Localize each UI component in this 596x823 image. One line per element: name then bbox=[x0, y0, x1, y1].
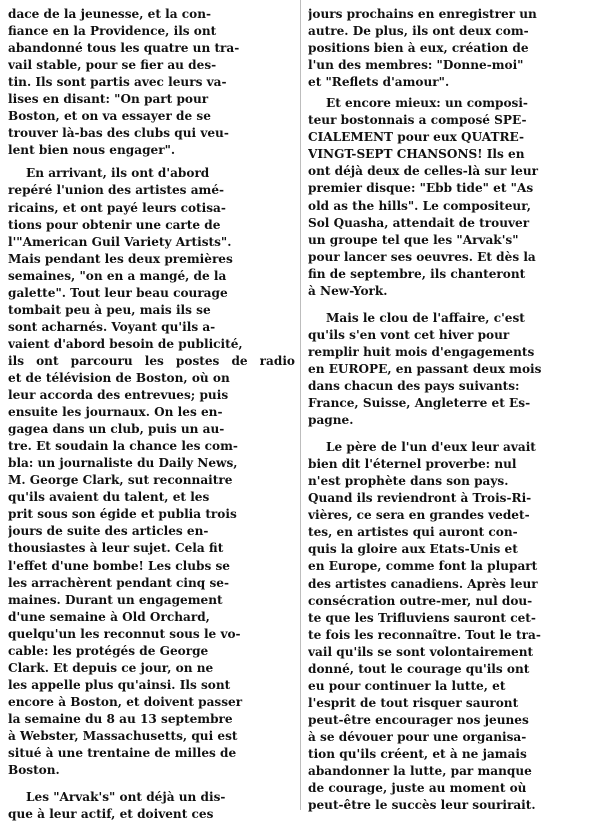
text-line: abandonner la lutte, par manque bbox=[308, 764, 532, 779]
text-line: En arrivant, ils ont d'abord bbox=[26, 166, 210, 181]
text-line: consécration outre-mer, nul dou- bbox=[308, 593, 533, 608]
text-line: ils ont parcouru les postes de radio bbox=[8, 353, 295, 368]
text-line: quis la gloire aux Etats-Unis et bbox=[308, 542, 518, 557]
text-line: tions pour obtenir une carte de bbox=[8, 217, 221, 232]
text-line: leur accorda des entrevues; puis bbox=[8, 388, 229, 403]
text-line: tombait peu à peu, mais ils se bbox=[8, 302, 211, 317]
text-line: bien dit l'éternel proverbe: nul bbox=[308, 457, 517, 472]
text-line: ont déjà deux de celles-là sur leur bbox=[308, 164, 538, 179]
text-line: de courage, juste au moment où bbox=[308, 781, 527, 796]
text-line: d'une semaine à Old Orchard, bbox=[8, 609, 210, 624]
text-line: n'est prophète dans son pays. bbox=[308, 474, 509, 489]
text-line: en Europe, comme font la plupart bbox=[308, 559, 538, 574]
text-line: que à leur actif, et doivent ces bbox=[8, 807, 214, 822]
text-line: eu pour continuer la lutte, et bbox=[308, 678, 506, 693]
text-line: vail stable, pour se fier au des- bbox=[8, 58, 217, 73]
text-line: semaines, "on en a mangé, de la bbox=[8, 268, 227, 283]
text-line: bla: un journaliste du Daily News, bbox=[8, 456, 238, 471]
text-line: l'"American Guil Variety Artists". bbox=[8, 234, 232, 249]
text-line: tion qu'ils créent, et à ne jamais bbox=[308, 746, 527, 761]
text-line: qu'ils s'en vont cet hiver pour bbox=[308, 327, 510, 342]
text-line: tre. Et soudain la chance les com- bbox=[8, 439, 238, 454]
paragraph bbox=[308, 310, 590, 429]
text-line: fiance en la Providence, ils ont bbox=[8, 24, 217, 39]
text-line: jours de suite des articles en- bbox=[8, 524, 209, 539]
text-line: fin de septembre, ils chanteront bbox=[308, 266, 526, 281]
text-line: ricains, et ont payé leurs cotisa- bbox=[8, 200, 226, 215]
text-line: ensuite les journaux. On les en- bbox=[8, 405, 223, 420]
text-line: trouver là-bas des clubs qui veu- bbox=[8, 126, 229, 141]
text-line: M. George Clark, sut reconnaitre bbox=[8, 473, 233, 488]
text-line: positions bien à eux, création de bbox=[308, 41, 529, 56]
text-line: CIALEMENT pour eux QUATRE- bbox=[308, 130, 525, 145]
text-line: Le père de l'un d'eux leur avait bbox=[326, 440, 536, 455]
text-line: sont acharnés. Voyant qu'ils a- bbox=[8, 319, 216, 334]
text-line: Les "Arvak's" ont déjà un dis- bbox=[26, 790, 226, 805]
text-line: en EUROPE, en passant deux mois bbox=[308, 361, 542, 376]
text-line: old as the hills". Le compositeur, bbox=[308, 198, 531, 213]
text-line: France, Suisse, Angleterre et Es- bbox=[308, 396, 531, 411]
text-line: abandonné tous les quatre un tra- bbox=[8, 41, 240, 56]
article-column-left bbox=[8, 6, 295, 823]
text-line: quelqu'un les reconnut sous le vo- bbox=[8, 626, 241, 641]
text-line: Boston, et on va essayer de se bbox=[8, 109, 211, 124]
paragraph bbox=[8, 789, 295, 823]
text-line: thousiastes à leur sujet. Cela fit bbox=[8, 541, 224, 556]
text-line: vières, ce sera en grandes vedet- bbox=[308, 508, 530, 523]
text-line: dans chacun des pays suivants: bbox=[308, 378, 520, 393]
text-line: maines. Durant un engagement bbox=[8, 592, 223, 607]
text-line: l'un des membres: "Donne-moi" bbox=[308, 58, 524, 73]
text-line: premier disque: "Ebb tide" et "As bbox=[308, 181, 534, 196]
text-line: et "Reflets d'amour". bbox=[308, 75, 450, 90]
text-line: Et encore mieux: un composi- bbox=[326, 96, 528, 111]
text-line: qu'ils avaient du talent, et les bbox=[8, 490, 210, 505]
text-line: lent bien nous engager". bbox=[8, 143, 176, 158]
text-line: galette". Tout leur beau courage bbox=[8, 285, 228, 300]
text-line: autre. De plus, ils ont deux com- bbox=[308, 24, 529, 39]
text-line: remplir huit mois d'engagements bbox=[308, 344, 535, 359]
text-line: te fois les reconnaître. Tout le tra- bbox=[308, 627, 541, 642]
text-line: repéré l'union des artistes amé- bbox=[8, 183, 225, 198]
text-line: des artistes canadiens. Après leur bbox=[308, 576, 538, 591]
text-line: les arrachèrent pendant cinq se- bbox=[8, 575, 229, 590]
text-line: encore à Boston, et doivent passer bbox=[8, 694, 243, 709]
column-divider bbox=[300, 0, 301, 810]
text-line: les appelle plus qu'ainsi. Ils sont bbox=[8, 677, 231, 692]
text-line: teur bostonnais a composé SPE- bbox=[308, 113, 527, 128]
text-line: l'esprit de tout risquer sauront bbox=[308, 695, 519, 710]
text-line: à New-York. bbox=[308, 283, 388, 298]
text-line: tes, en artistes qui auront con- bbox=[308, 525, 518, 540]
text-line: donné, tout le courage qu'ils ont bbox=[308, 661, 530, 676]
text-line: prit sous son égide et publia trois bbox=[8, 507, 237, 522]
text-line: jours prochains en enregistrer un bbox=[308, 7, 537, 21]
text-line: un groupe tel que les "Arvak's" bbox=[308, 232, 519, 247]
text-line: Boston. bbox=[8, 763, 60, 778]
text-line: vail qu'ils se sont volontairement bbox=[308, 644, 534, 659]
paragraph bbox=[308, 6, 590, 91]
text-line: Quand ils reviendront à Trois-Ri- bbox=[308, 491, 532, 506]
text-line: Mais le clou de l'affaire, c'est bbox=[326, 310, 525, 325]
text-line: peut-être encourager nos jeunes bbox=[308, 712, 529, 727]
text-line: et de télévision de Boston, où on bbox=[8, 370, 230, 385]
text-line: situé à une trentaine de milles de bbox=[8, 746, 237, 761]
text-line: à se dévouer pour une organisa- bbox=[308, 729, 527, 744]
text-line: te que les Trifluviens sauront cet- bbox=[308, 610, 536, 625]
text-line: vaient d'abord besoin de publicité, bbox=[8, 336, 243, 351]
text-line: Mais pendant les deux premières bbox=[8, 251, 233, 266]
text-line: VINGT-SEPT CHANSONS! Ils en bbox=[308, 147, 525, 162]
text-line: tin. Ils sont partis avec leurs va- bbox=[8, 75, 227, 90]
text-line: pour lancer ses oeuvres. Et dès la bbox=[308, 249, 536, 264]
text-line: pagne. bbox=[308, 413, 354, 428]
article-column-right bbox=[308, 6, 590, 814]
text-line: Clark. Et depuis ce jour, on ne bbox=[8, 660, 214, 675]
paragraph bbox=[308, 95, 590, 300]
paragraph bbox=[308, 439, 590, 814]
text-line: lises en disant: "On part pour bbox=[8, 92, 209, 107]
paragraph bbox=[8, 6, 295, 159]
text-line: l'effet d'une bombe! Les clubs se bbox=[8, 558, 230, 573]
text-line: cable: les protégés de George bbox=[8, 643, 209, 658]
text-line: la semaine du 8 au 13 septembre bbox=[8, 711, 233, 726]
text-line: dace de la jeunesse, et la con- bbox=[8, 7, 212, 21]
text-line: Sol Quasha, attendait de trouver bbox=[308, 215, 530, 230]
text-line: à Webster, Massachusetts, qui est bbox=[8, 728, 238, 743]
paragraph bbox=[8, 165, 295, 779]
text-line: peut-être le succès leur sourirait. bbox=[308, 798, 536, 813]
text-line: gagea dans un club, puis un au- bbox=[8, 422, 225, 437]
